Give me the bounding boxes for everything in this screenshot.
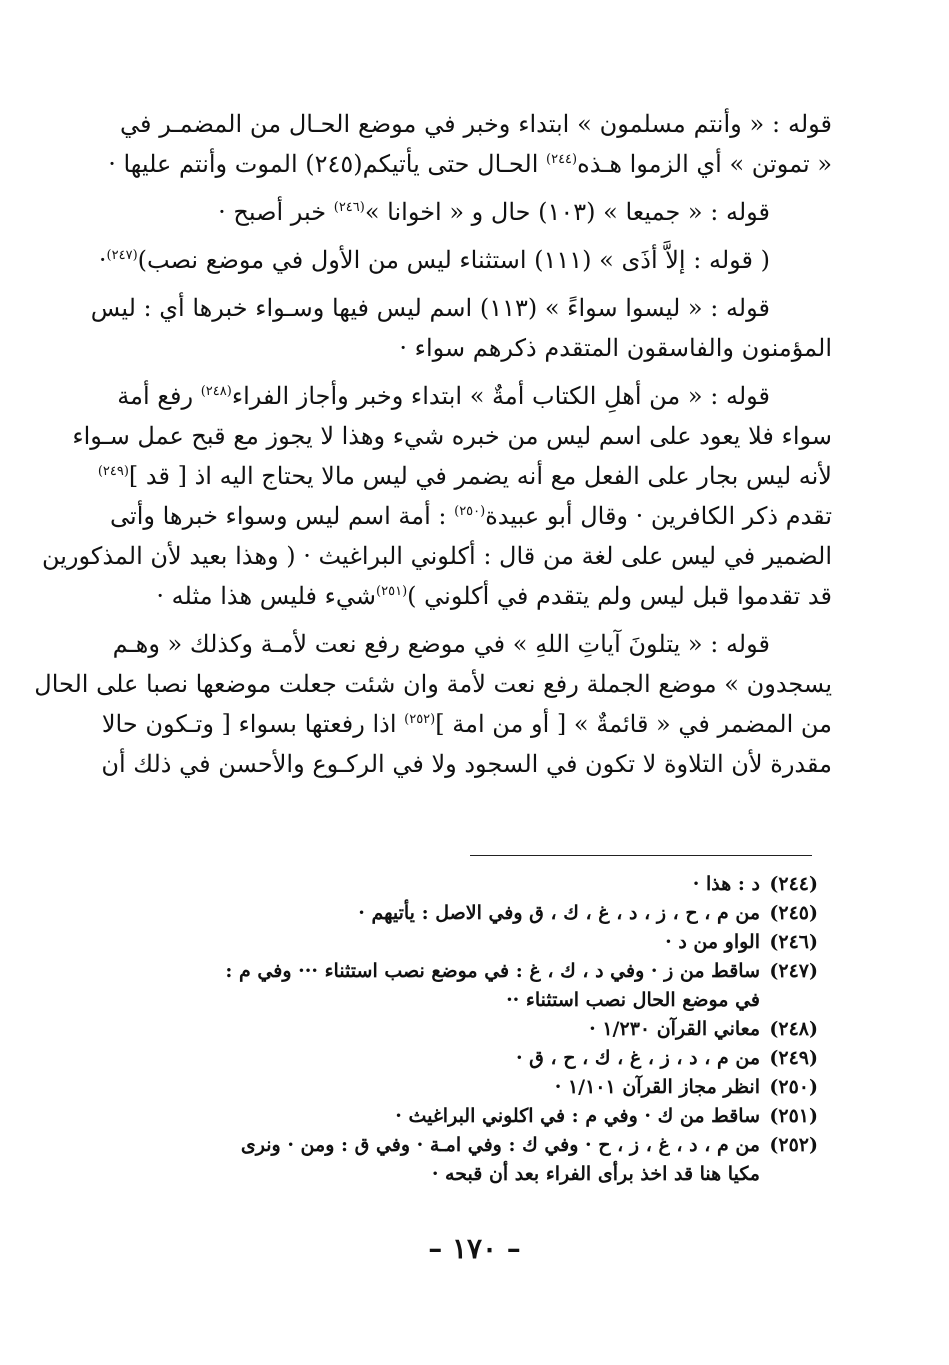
footnote	[118, 899, 818, 928]
footnotes	[118, 870, 818, 1189]
text-line: قوله : « من أهلِ الكتاب أمةٌ » ابتداء وخبر وأجاز الفراء$^{(٢٤٨)}$ رفع أمة	[117, 382, 770, 410]
footnote	[118, 1015, 818, 1044]
text-line: قوله : « جميعا » (١٠٣) حال و « اخوانا »$^{(٢٤٦)}$ خبر أصبح ·	[218, 198, 770, 226]
footnote-number: (٢٥١)	[769, 1105, 818, 1127]
footnote-ref: (٢٥١)	[376, 584, 408, 599]
footnote-number: (٢٤٦)	[769, 931, 818, 953]
footnote-ref: (٢٥٠)	[454, 504, 486, 519]
footnote-text: ساقط من ز · وفي د ، ك ، غ : في موضع نصب استثناء ··· وفي م :	[225, 960, 760, 982]
text-line: يسجدون » موضع الجملة رفع نعت لأمة وان شئت جعلت موضعها نصبا على الحال	[34, 670, 832, 698]
footnote-ref: (٢٤٤)	[546, 152, 578, 167]
footnote-number: (٢٤٧)	[769, 960, 818, 982]
text-line: مقدرة لأن التلاوة لا تكون في السجود ولا في الركـوع والأحسن في ذلك أن	[101, 750, 832, 778]
text-line: من المضمر في « قائمةٌ » [ أو من امة ]$^{(٢٥٢)}$ اذا رفعتها بسواء [ وتـكون حالا	[101, 710, 832, 738]
footnote-text: انظر مجاز القرآن ١/١٠١ ·	[554, 1076, 760, 1098]
footnote	[118, 870, 818, 899]
text-line: قوله : « يتلونَ آياتِ اللهِ » في موضع رفع نعت لأمـة وكذلك « وهـم	[112, 630, 770, 658]
footnote	[118, 928, 818, 957]
footnote-ref: (٢٤٩)	[97, 464, 129, 479]
footnote	[118, 1073, 818, 1102]
footnote	[118, 1102, 818, 1131]
main-text	[34, 104, 833, 784]
text-line: قوله : « ليسوا سواءً » (١١٣) اسم ليس فيها وسـواء خبرها أي : ليس	[90, 294, 770, 322]
footnote-continuation	[118, 986, 818, 1015]
footnote-ref: (٢٤٦)	[333, 200, 365, 215]
footnote-ref: (٢٤٨)	[200, 384, 232, 399]
footnote-number: (٢٥٠)	[769, 1076, 818, 1098]
footnote-ref: (٢٥٢)	[404, 712, 436, 727]
footnote-text: من م ، د ، ز ، غ ، ك ، ح ، ق ·	[515, 1047, 760, 1069]
footnote-number: (٢٤٩)	[769, 1047, 818, 1069]
footnote-number	[760, 986, 818, 1015]
footnote-number	[760, 1160, 818, 1189]
footnote-text: من م ، ح ، ز ، د ، غ ، ك ، ق وفي الاصل : يأتيهم ·	[358, 902, 760, 924]
footnote-continuation	[118, 1160, 818, 1189]
text-line: تقدم ذكر الكافرين · وقال أبو عبيدة$^{(٢٥٠)}$ : أمة اسم ليس وسواء خبرها وأتى	[110, 502, 832, 530]
footnote-text: مكيا هنا قد اخذ برأى الفراء بعد أن قبحه ·	[431, 1163, 760, 1185]
text-line: الضمير في ليس على لغة من قال : أكلوني البراغيث · ( وهذا بعيد لأن المذكورين	[41, 542, 832, 570]
footnote-ref: (٢٤٧)	[106, 248, 138, 263]
footnote-text: في موضع الحال نصب استثناء ··	[506, 989, 760, 1011]
footnote-text: من م ، د ، غ ، ز ، ح · وفي ك : وفي امـة · وفي ق : ومن · ونرى	[240, 1134, 760, 1156]
footnote	[118, 1044, 818, 1073]
footnote	[118, 1131, 818, 1160]
footnote-number: (٢٤٤)	[769, 873, 818, 895]
footnote-text: الواو من د ·	[665, 931, 760, 953]
footnote-text: ساقط من ك · وفي م : في اكلوني البراغيث ·	[395, 1105, 760, 1127]
text-line: قوله : « وأنتم مسلمون » ابتداء وخبر في موضع الحـال من المضمـر في	[120, 110, 833, 138]
text-line: المؤمنون والفاسقون المتقدم ذكرهم سواء ·	[399, 334, 832, 362]
footnote-number: (٢٥٢)	[769, 1134, 818, 1156]
text-line: قد تقدموا قبل ليس ولم يتقدم في أكلوني )$^{(٢٥١)}$شيء فليس هذا مثله ·	[156, 582, 832, 610]
text-line: سواء فلا يعود على اسم ليس من خبره شيء وهذا لا يجوز مع قبح عمل سـواء	[72, 422, 832, 450]
text-line: ( قوله : إلاَّ أذَى » (١١١) استثناء ليس من الأول في موضع نصب)$^{(٢٤٧)}$·	[98, 246, 770, 274]
footnote	[118, 957, 818, 986]
page-number: – ١٧٠ –	[428, 1232, 521, 1265]
footnote-number: (٢٤٥)	[769, 902, 818, 924]
footnote-number: (٢٤٨)	[769, 1018, 818, 1040]
footnote-separator	[470, 855, 812, 856]
footnote-text: معاني القرآن ١/٢٣٠ ·	[589, 1018, 760, 1040]
text-line: « تموتن » أي الزموا هـذه$^{(٢٤٤)}$ الحـال حتى يأتيكم(٢٤٥) الموت وأنتم عليها ·	[108, 150, 832, 178]
text-line: لأنه ليس بجار على الفعل مع أنه يضمر في ليس مالا يحتاج اليه اذ [ قد ]$^{(٢٤٩)}$	[97, 462, 832, 490]
footnote-text: د : هذا ·	[692, 873, 760, 895]
